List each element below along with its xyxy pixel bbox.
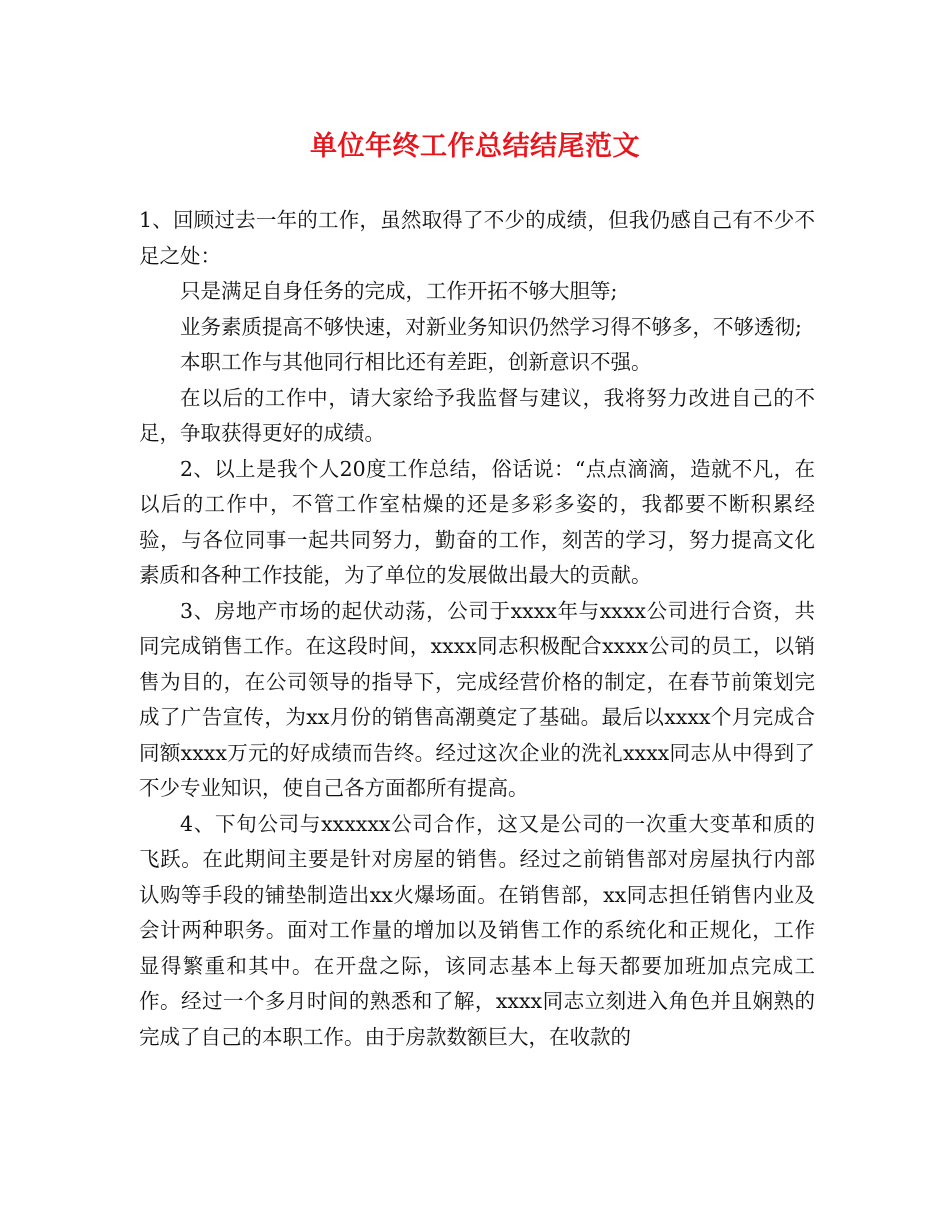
paragraph-8: 4、下旬公司与xxxxxx公司合作，这又是公司的一次重大变革和质的飞跃。在此期间主要是针对房屋的销售。经过之前销售部对房屋执行内部认购等手段的铺垫制造出xx火爆场面。在销售部，xx同志担任销售内业及会计两种职务。面对工作量的增加以及销售工作的系统化和正规化，工作显得繁重和其中。在开盘之际，该同志基本上每天都要加班加点完成工作。经过一个多月时间的熟悉和了解，xxxx同志立刻进入角色并且娴熟的完成了自己的本职工作。由于房款数额巨大，在收款的: [139, 811, 815, 1049]
paragraph-7: 3、房地产市场的起伏动荡，公司于xxxx年与xxxx公司进行合资，共同完成销售工作。在这段时间，xxxx同志积极配合xxxx公司的员工，以销售为目的，在公司领导的指导下，完成经营价格的制定，在春节前策划完成了广告宣传，为xx月份的销售高潮奠定了基础。最后以xxxx个月完成合同额xxxx万元的好成绩而告终。经过这次企业的洗礼xxxx同志从中得到了不少专业知识，使自己各方面都所有提高。: [139, 598, 815, 800]
paragraph-5: 在以后的工作中，请大家给予我监督与建议，我将努力改进自己的不足，争取获得更好的成绩。: [139, 385, 815, 445]
paragraph-3: 业务素质提高不够快速，对新业务知识仍然学习得不够多，不够透彻;: [180, 314, 802, 339]
paragraph-4: 本职工作与其他同行相比还有差距，创新意识不强。: [180, 350, 652, 374]
paragraph-6: 2、以上是我个人20度工作总结，俗话说：“点点滴滴，造就不凡，在以后的工作中，不管工作室枯燥的还是多彩多姿的，我都要不断积累经验，与各位同事一起共同努力，勤奋的工作，刻苦的学习，努力提高文化素质和各种工作技能，为了单位的发展做出最大的贡献。: [139, 456, 815, 587]
document-title: 单位年终工作总结结尾范文: [310, 131, 640, 162]
paragraph-1: 1、回顾过去一年的工作，虽然取得了不少的成绩，但我仍感自己有不少不足之处：: [139, 208, 815, 268]
document-body: [139, 203, 815, 1055]
paragraph-2: 只是满足自身任务的完成，工作开拓不够大胆等;: [180, 279, 618, 303]
